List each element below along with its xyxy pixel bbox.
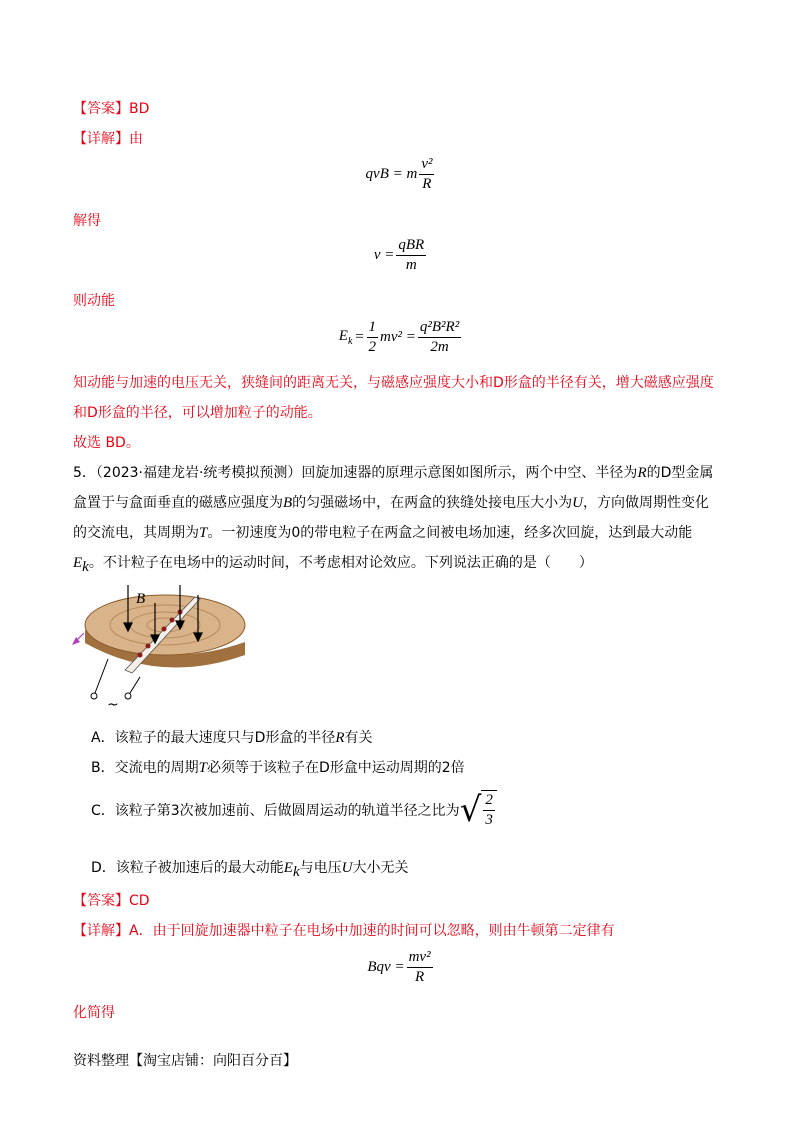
equation-lhs: v = (373, 247, 395, 263)
denominator: R (422, 176, 432, 192)
explain-tag: 【详解】 (73, 131, 129, 147)
explain-intro: 由 (129, 131, 143, 147)
question-line-1: 5．（2023·福建龙岩·统考模拟预测）回旋加速器的原理示意图如图所示，两个中空、半径为R的D型金属 (73, 465, 714, 481)
cyclotron-figure (70, 585, 270, 710)
fraction (396, 236, 426, 275)
option-b[interactable]: B．交流电的周期T必须等于该粒子在D形盒中运动周期的2倍 (91, 760, 465, 776)
equation-velocity (0, 236, 800, 275)
fraction (419, 155, 434, 194)
equation-lhs: qvB = m (365, 166, 418, 182)
option-d[interactable]: D．该粒子被加速后的最大动能$E_k$与电压U大小无关 (91, 860, 409, 880)
denominator: R (415, 969, 425, 985)
option-c[interactable]: C．该粒子第3次被加速前、后做圆周运动的轨道半径之比为 √ $\frac{2}{3}$ (91, 790, 497, 830)
sqrt-fraction: √ $\frac{2}{3}$ (460, 790, 497, 830)
equation-lorentz (0, 155, 800, 194)
answer-tag: 【答案】 (73, 101, 129, 117)
equals-sign: = (354, 329, 365, 345)
question-line-2: 盒置于与盒面垂直的磁感应强度为B的匀强磁场中，在两盒的狭缝处接电压大小为U，方向做周期性变化 (73, 495, 710, 511)
equation-mid: mv² = (380, 329, 416, 345)
solve-label: 解得 (73, 213, 101, 229)
equation-lhs: Bqv = (367, 959, 405, 975)
answer-value: BD (129, 101, 150, 117)
conclusion-line-2: 和D形盒的半径，可以增加粒子的动能。 (73, 405, 322, 421)
answer-line-2: 【答案】CD (73, 893, 150, 909)
option-a[interactable]: A．该粒子的最大速度只与D形盒的半径R有关 (91, 730, 373, 746)
answer-line (73, 98, 149, 118)
fraction (407, 948, 433, 987)
footer-text: 资料整理【淘宝店铺：向阳百分百】 (73, 1053, 297, 1069)
figure-label-ac: ~ (107, 697, 119, 710)
explain-line-2: 【详解】A．由于回旋加速器中粒子在电场中加速的时间可以忽略，则由牛顿第二定律有 (73, 923, 615, 939)
numerator: mv² (407, 948, 433, 968)
equation-lhs: $E_k$ (338, 328, 353, 347)
fraction-half (367, 318, 379, 357)
explain-line (73, 128, 143, 148)
numerator: 1 (367, 318, 379, 338)
question-line-4: $E_k$。不计粒子在电场中的运动时间，不考虑相对论效应。下列说法正确的是（ ） (73, 555, 593, 575)
equation-kinetic-energy (0, 318, 800, 357)
numerator: v² (419, 155, 434, 175)
numerator: q²B²R² (418, 318, 461, 338)
figure-label-b: B (136, 591, 146, 607)
equation-newton (0, 948, 800, 987)
question-line-3: 的交流电，其周期为T。一初速度为0的带电粒子在两盒之间被电场加速，经多次回旋，达到最大动能 (73, 525, 693, 541)
denominator: 2m (430, 339, 449, 355)
simplify-label: 化简得 (73, 1005, 115, 1021)
numerator: qBR (396, 236, 426, 256)
conclusion-line-1: 知动能与加速的电压无关，狭缝间的距离无关，与磁感应强度大小和D形盒的半径有关，增大磁感应强度 (73, 375, 714, 391)
ke-label: 则动能 (73, 293, 115, 309)
denominator: m (405, 257, 417, 273)
denominator: 2 (368, 339, 377, 355)
fraction (418, 318, 461, 357)
choice-line: 故选 BD。 (73, 435, 140, 451)
